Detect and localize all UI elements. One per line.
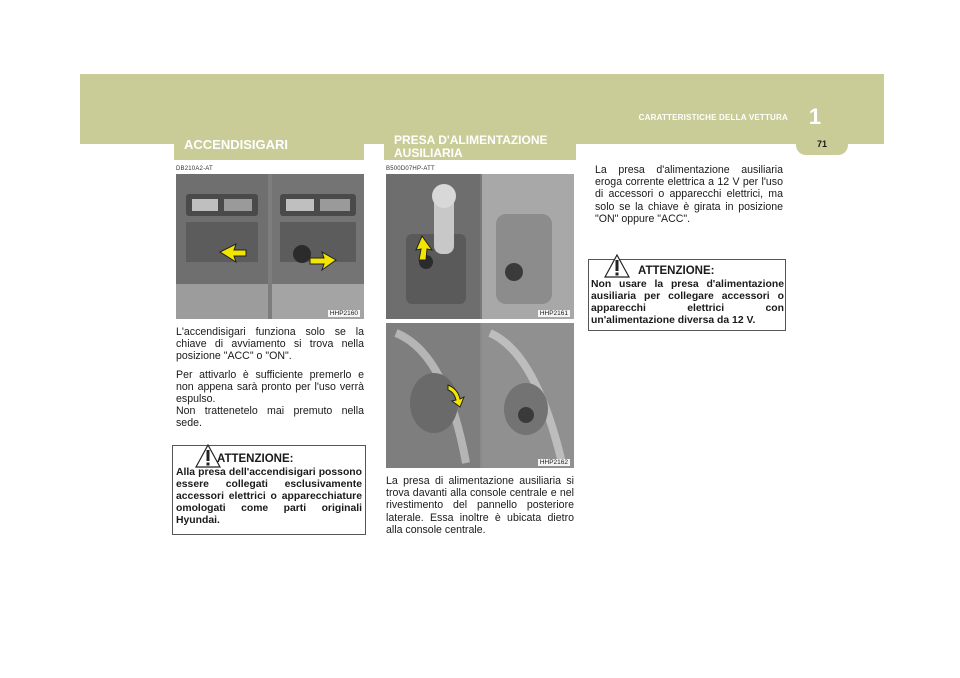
power-outlet-rear-panel-illustration bbox=[386, 323, 574, 468]
cigarette-lighter-illustration bbox=[176, 174, 364, 319]
paragraph: Per attivarlo è sufficiente premerlo e non appena sarà pronto per l'uso verrà espulso. bbox=[176, 368, 364, 406]
paragraph: L'accendisigari funziona solo se la chiave di avviamento si trova nella posizione "ACC" o "ON". bbox=[176, 326, 364, 363]
figure-cigarette-lighter bbox=[176, 174, 364, 319]
section-title-line: AUSILIARIA bbox=[394, 146, 463, 160]
left-body-text bbox=[176, 326, 364, 436]
paragraph: Non trattenetelo mai premuto nella sede. bbox=[176, 405, 364, 430]
warning-text: Non usare la presa d'alimentazione ausiliaria per collegare accessori o apparecchi elettrici con un'alimentazione diversa da 12 V. bbox=[591, 279, 784, 326]
chapter-number: 1 bbox=[808, 104, 822, 129]
figure-power-outlet-rear-panel bbox=[386, 323, 574, 468]
warning-box-power-outlet bbox=[588, 259, 786, 331]
chapter-title: CARATTERISTICHE DELLA VETTURA bbox=[638, 113, 788, 122]
page-number: 71 bbox=[816, 139, 827, 149]
figure-label: HHP2162 bbox=[539, 459, 568, 466]
warning-triangle-icon bbox=[604, 254, 630, 278]
section-title-line: PRESA D'ALIMENTAZIONE bbox=[394, 133, 548, 147]
figure-label: HHP2160 bbox=[329, 310, 358, 317]
warning-text: Alla presa dell'accendisigari possono essere collegati esclusivamente accessori elettrici o apparecchiature omologati come parti originali Hyundai. bbox=[176, 467, 362, 526]
warning-title: ATTENZIONE: bbox=[638, 265, 715, 277]
power-outlet-console-illustration bbox=[386, 174, 574, 319]
warning-title: ATTENZIONE: bbox=[217, 453, 294, 465]
section-title-accendisigari: ACCENDISIGARI bbox=[174, 130, 364, 160]
figure-power-outlet-console bbox=[386, 174, 574, 319]
middle-body-text: La presa di alimentazione ausiliaria si trova davanti alla console centrale e nel rivestimento del pannello posteriore laterale. Essa inoltre è ubicata dietro alla console centrale. bbox=[386, 475, 574, 536]
right-body-text: La presa d'alimentazione ausiliaria eroga corrente elettrica a 12 V per l'uso di accessori o apparecchi elettrici, ma solo se la chiave è girata in posizione "ON" oppure "ACC". bbox=[595, 164, 783, 225]
section-code: B500D07HP-ATT bbox=[386, 166, 435, 172]
figure-label: HHP2161 bbox=[539, 310, 568, 317]
warning-box-lighter bbox=[172, 445, 366, 535]
section-code: DB210A2-AT bbox=[176, 166, 213, 172]
section-title-presa-alimentazione bbox=[384, 130, 576, 160]
